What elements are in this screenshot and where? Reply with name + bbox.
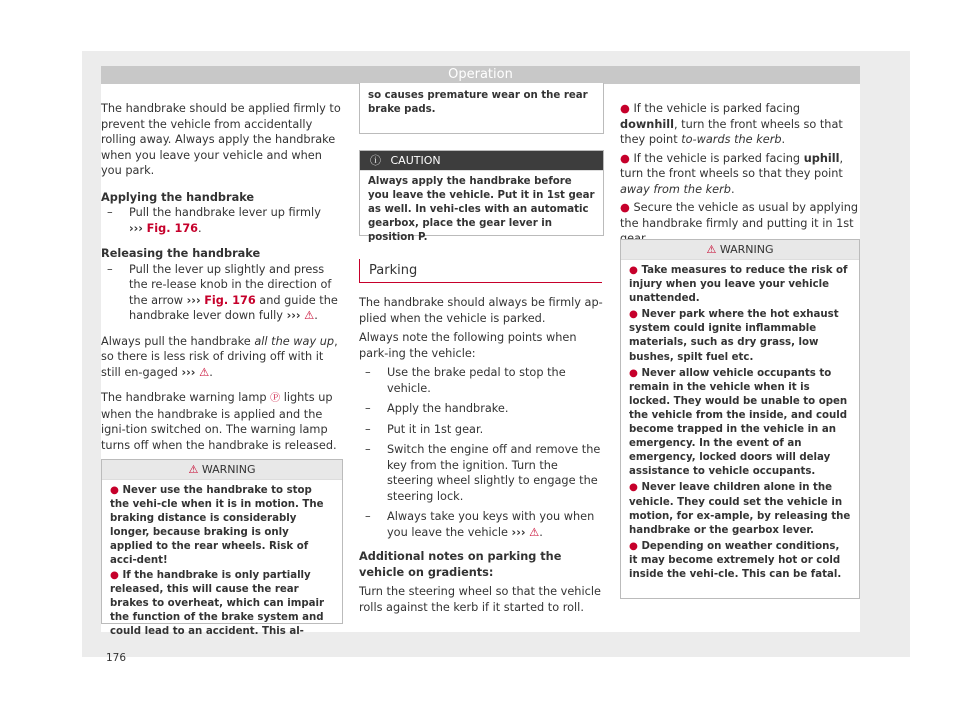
- uphill-paragraph: ● If the vehicle is parked facing uphill, turn the front wheels so that they point away from the kerb.: [620, 151, 844, 196]
- bullet-icon: ●: [620, 102, 630, 115]
- warning-box-left: [101, 459, 343, 637]
- chapter-title: Operation: [448, 67, 513, 82]
- warning-body: [102, 480, 342, 645]
- manual-page: [82, 51, 910, 664]
- bullet-icon: ●: [110, 485, 119, 496]
- applying-heading: Applying the handbrake: [101, 190, 255, 204]
- warning-header: ⚠ WARNING: [102, 460, 342, 480]
- handbrake-lamp-icon: Ⓟ: [270, 393, 281, 404]
- bullet-icon: ●: [629, 482, 638, 494]
- column-right: [620, 84, 860, 247]
- bullet-icon: ●: [629, 309, 638, 321]
- releasing-step: – Pull the lever up slightly and press the re-lease knob in the direction of the arrow ››› Fig. 176 and guide the handbrake lever down fully ››› ⚠.: [107, 262, 338, 322]
- warning-box-right: [620, 239, 860, 599]
- gradients-heading: Additional notes on parking the vehicle on gradients:: [359, 550, 562, 579]
- parking-step: – Switch the engine off and remove the key from the ignition. Turn the steering wheel slightly to engage the steering lock.: [365, 443, 601, 503]
- warning-box-continued: [359, 83, 604, 134]
- warning-triangle-icon: ⚠: [188, 463, 199, 476]
- bullet-icon: ●: [629, 265, 638, 276]
- warning-item: ● Take measures to reduce the risk of injury when you leave your vehicle unattended.: [629, 265, 848, 305]
- secure-paragraph: ● Secure the vehicle as usual by applying the handbrake firmly and putting it in 1st: [620, 201, 859, 230]
- page-number: 176: [106, 652, 127, 664]
- warning-header: ⚠ WARNING: [621, 240, 859, 260]
- warning-item: ● Never use the handbrake to stop the vehi-cle when it is in motion. The braking distance is considerably longer, because braking is only applied to the rear wheels. Risk of acci-dent!: [110, 485, 324, 567]
- intro-paragraph: The handbrake should be applied firmly to prevent the vehicle from accidentally rolling away. Always apply the handbrake when you leave your vehicle and when you park.: [101, 102, 341, 177]
- chapter-header: [101, 66, 860, 84]
- warning-item: ● Depending on weather conditions, it may become extremely hot or cold inside the vehi-cle. This can be fatal.: [629, 540, 842, 580]
- parking-step: – Use the brake pedal to stop the vehicle.: [365, 366, 566, 395]
- warning-lamp-paragraph: The handbrake warning lamp Ⓟ lights up when the handbrake is applied and the igni-tion switched on. The warning lamp turns off when the handbrake is released.: [101, 391, 337, 452]
- parking-step: – Put it in 1st gear.: [365, 422, 484, 436]
- warning-triangle-icon: ⚠: [529, 525, 540, 539]
- parking-step: – Apply the handbrake.: [365, 402, 509, 415]
- fig-176-link[interactable]: Fig. 176: [146, 221, 199, 235]
- parking-note: Always note the following points when park-ing the vehicle:: [359, 331, 577, 360]
- caution-header: ⓘ CAUTION: [360, 151, 603, 171]
- warning-item: ● Never allow vehicle occupants to remain in the vehicle when it is locked. They would be unable to open the vehicle from the inside, and could become trapped in the vehicle in an emergency. In the event of an emergency, locked doors will delay assistance to vehicle occupants.: [629, 367, 848, 478]
- bullet-icon: ●: [629, 367, 638, 379]
- section-title-parking: Parking: [369, 263, 418, 278]
- column-left: [101, 84, 346, 453]
- parking-intro: The handbrake should always be firmly ap-plied when the vehicle is parked.: [359, 296, 603, 325]
- warning-continued-body: so causes premature wear on the rear brake pads.: [368, 90, 588, 116]
- releasing-heading: Releasing the handbrake: [101, 247, 261, 260]
- caution-body: Always apply the handbrake before you leave the vehicle. Put it in 1st gear as well. In vehi-cles with an automatic gearbox, place the gear lever in position P.: [368, 176, 595, 244]
- warning-triangle-icon: ⚠: [706, 243, 717, 256]
- always-pull-paragraph: Always pull the handbrake all the way up, so there is less risk of driving off with it still en-gaged ››› ⚠.: [101, 334, 338, 379]
- caution-box: [359, 150, 604, 244]
- applying-step: – Pull the handbrake lever up firmly ››› Fig. 176.: [107, 206, 321, 235]
- gradients-text: Turn the steering wheel so that the vehicle rolls against the kerb if it started to roll.: [359, 585, 601, 614]
- info-circle-icon: ⓘ: [370, 154, 381, 167]
- warning-item: ● Never leave children alone in the vehicle. They could set the vehicle in motion, for ex-ample, by releasing the handbrake or the gearbox lever.: [629, 482, 851, 536]
- column-middle: [359, 262, 604, 615]
- bullet-icon: ●: [110, 569, 119, 581]
- warning-item: ● If the handbrake is only partially released, this will cause the rear brakes to overheat, which can impair the function of the brake system and could lead to an accident. This al-: [110, 569, 325, 637]
- downhill-paragraph: ● If the vehicle is parked facing downhill, turn the front wheels so that they point to-wards the kerb.: [620, 102, 843, 146]
- parking-step: – Always take you keys with you when you leave the vehicle ››› ⚠.: [365, 510, 595, 539]
- warning-item: ● Never park where the hot exhaust system could ignite inflammable materials, such as dry grass, low bushes, spilt fuel etc.: [629, 309, 839, 363]
- warning-body: [621, 260, 859, 588]
- bullet-icon: ●: [620, 201, 630, 214]
- fig-176-link-2[interactable]: Fig. 176: [204, 293, 256, 307]
- warning-triangle-icon: ⚠: [199, 365, 210, 379]
- warning-triangle-icon: ⚠: [304, 309, 315, 322]
- page-content: [101, 84, 860, 664]
- bullet-icon: ●: [620, 151, 630, 165]
- bullet-icon: ●: [629, 540, 638, 552]
